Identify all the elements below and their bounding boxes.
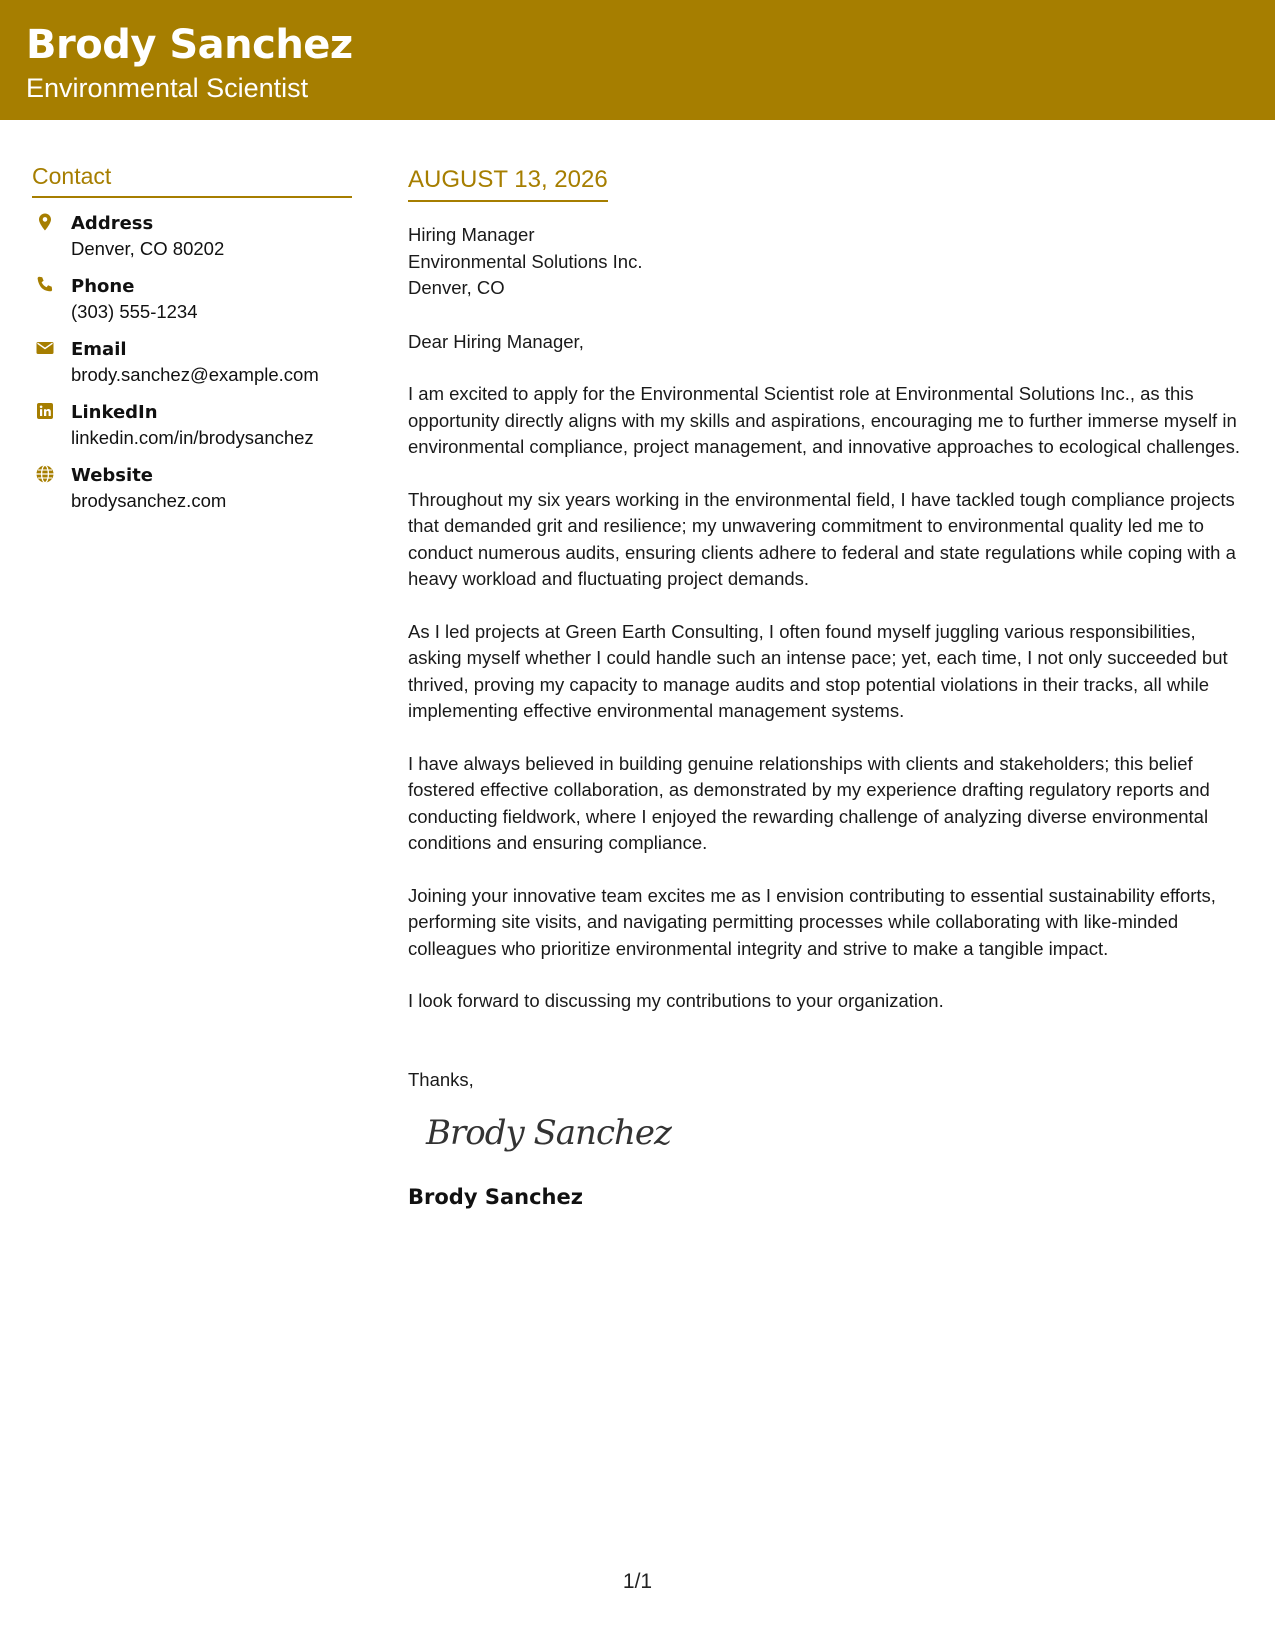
header-banner	[0, 0, 1275, 120]
contact-item-email	[32, 338, 352, 401]
website-value: brodysanchez.com	[71, 490, 227, 511]
phone-icon	[35, 275, 55, 295]
recipient-company: Environmental Solutions Inc.	[408, 250, 643, 272]
candidate-role: Environmental Scientist	[26, 73, 309, 103]
map-pin-icon	[35, 212, 55, 232]
recipient-location: Denver, CO	[408, 277, 505, 298]
address-label: Address	[71, 213, 154, 234]
email-label: Email	[71, 339, 127, 360]
contact-sidebar	[32, 163, 352, 527]
candidate-name: Brody Sanchez	[26, 22, 353, 68]
letter-paragraph: I am excited to apply for the Environmental Scientist role at Environmental Solutions Inc., as this opportunity directly aligns with my skills and aspirations, encouraging me to further immerse myself in environmental compliance, project management, and innovative approaches to ecological challenges.	[408, 383, 1240, 457]
letter-paragraph: Joining your innovative team excites me as I envision contributing to essential sustainability efforts, performing site visits, and navigating permitting processes while collaborating with like-minded colleagues who prioritize environmental integrity and strive to make a tangible impact.	[408, 884, 1216, 959]
recipient-name: Hiring Manager	[408, 224, 535, 245]
letter-paragraph: As I led projects at Green Earth Consulting, I often found myself juggling various responsibilities, asking myself whether I could handle such an intense pace; yet, each time, I not only succeeded but thrived, proving my capacity to manage audits and stop potential violations in their tracks, all while implementing effective environmental management systems.	[408, 620, 1228, 721]
signer-name: Brody Sanchez	[408, 1185, 583, 1209]
letter-closing: Thanks,	[408, 1068, 474, 1090]
phone-value: (303) 555-1234	[71, 301, 198, 322]
letter-paragraph: I look forward to discussing my contributions to your organization.	[408, 990, 944, 1011]
letter-body	[408, 166, 1248, 1209]
envelope-icon	[35, 338, 55, 358]
letter-paragraph: Throughout my six years working in the environmental field, I have tackled tough compliance projects that demanded grit and resilience; my unwavering commitment to environmental quality led me to conduct numerous audits, ensuring clients adhere to federal and state regulations while coping with a heavy workload and fluctuating project demands.	[408, 488, 1236, 589]
contact-section-title: Contact	[32, 163, 352, 198]
contact-item-phone	[32, 275, 352, 338]
phone-label: Phone	[71, 276, 135, 297]
letter-greeting: Dear Hiring Manager,	[408, 330, 584, 352]
website-label: Website	[71, 465, 154, 486]
contact-item-website	[32, 464, 352, 527]
linkedin-value: linkedin.com/in/brodysanchez	[71, 427, 314, 448]
address-value: Denver, CO 80202	[71, 238, 225, 259]
handwritten-signature: Brody Sanchez	[426, 1113, 671, 1153]
contact-item-address	[32, 212, 352, 275]
letter-paragraph: I have always believed in building genuine relationships with clients and stakeholders; this belief fostered effective collaboration, as demonstrated by my experience drafting regulatory reports and conducting fieldwork, where I enjoyed the rewarding challenge of analyzing diverse environmental conditions and ensuring compliance.	[408, 752, 1210, 853]
linkedin-icon	[35, 401, 55, 421]
contact-list	[32, 212, 352, 527]
recipient-block	[408, 222, 1248, 302]
letter-date: AUGUST 13, 2026	[408, 166, 608, 202]
email-value: brody.sanchez@example.com	[71, 364, 319, 385]
page-number: 1/1	[622, 1570, 653, 1593]
globe-icon	[35, 464, 55, 484]
linkedin-label: LinkedIn	[71, 402, 158, 423]
contact-item-linkedin	[32, 401, 352, 464]
